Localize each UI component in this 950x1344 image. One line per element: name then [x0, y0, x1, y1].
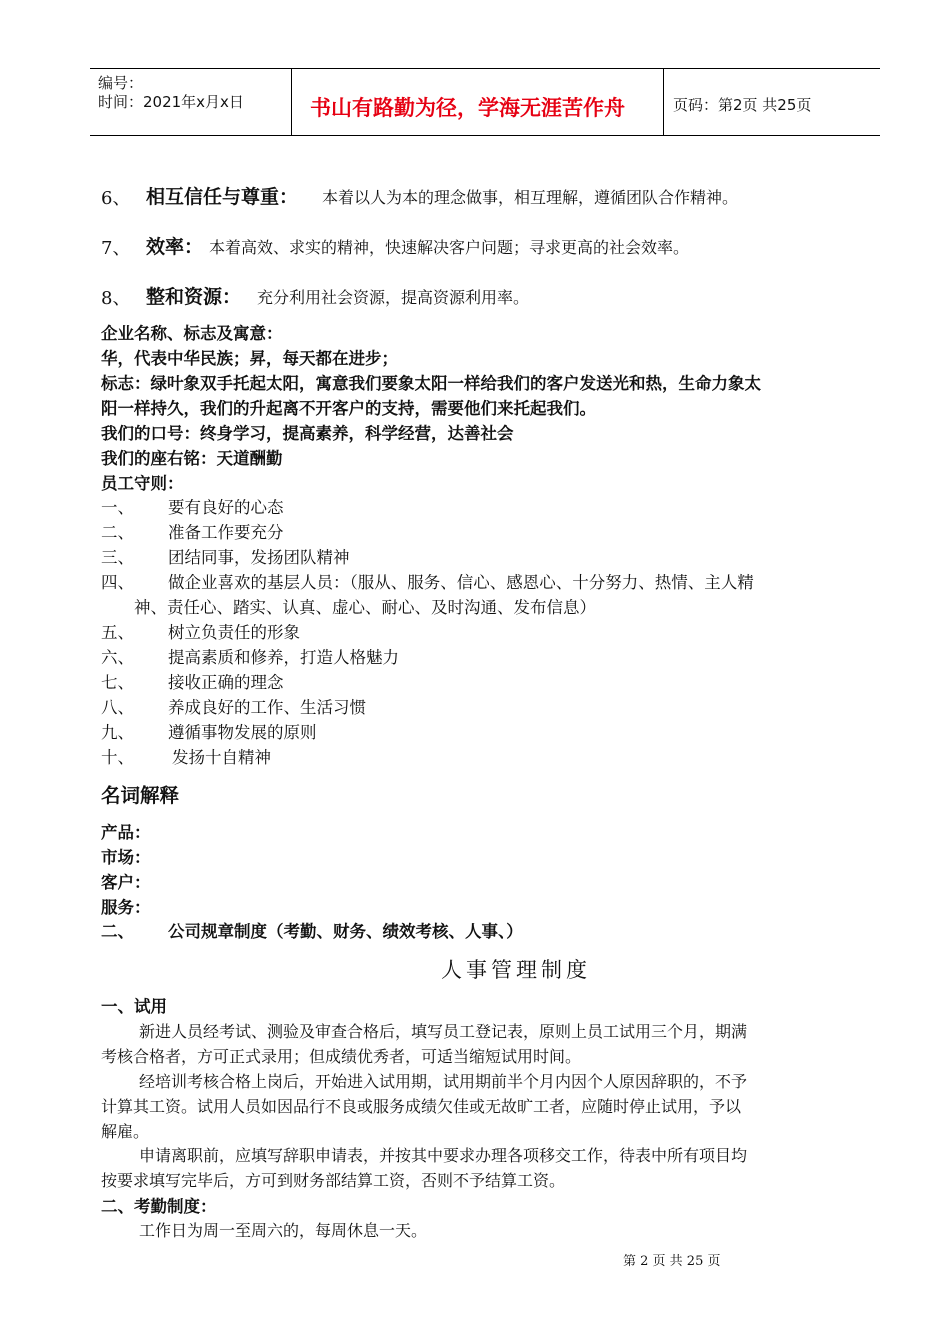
rule-text: 准备工作要充分 [168, 523, 284, 542]
rule-number: 六、 [101, 648, 134, 667]
company-name-meaning: 华，代表中华民族；昇，每天都在进步； [101, 349, 398, 368]
rules-heading: 员工守则： [101, 474, 184, 493]
section-number: 二、 [101, 922, 134, 941]
header-divider-right [663, 68, 664, 135]
value-heading: 效率： [146, 236, 204, 258]
rule-number: 三、 [101, 548, 134, 567]
paragraph-line: 申请离职前，应填写辞职申请表，并按其中要求办理各项移交工作，待表中所有项目均 [139, 1146, 748, 1165]
paragraph-line: 计算其工资。试用人员如因品行不良或服务成绩欠佳或无故旷工者，应随时停止试用，予以 [101, 1097, 742, 1116]
value-text: 本着以人为本的理念做事，相互理解，遵循团队合作精神。 [322, 188, 739, 207]
rule-text: 团结同事，发扬团队精神 [168, 548, 350, 567]
rule-number: 九、 [101, 723, 134, 742]
header-page-number: 页码：第2页 共25页 [673, 96, 812, 114]
rule-number: 七、 [101, 673, 134, 692]
rule-text: 树立负责任的形象 [168, 623, 300, 642]
company-slogan: 我们的口号：终身学习，提高素养，科学经营，达善社会 [101, 424, 514, 443]
glossary-heading: 名词解释 [101, 784, 180, 807]
rule-text-continued: 神、责任心、踏实、认真、虚心、耐心、及时沟通、发布信息） [134, 598, 596, 617]
paragraph-line: 解雇。 [101, 1122, 150, 1141]
rule-text: 做企业喜欢的基层人员：（服从、服务、信心、感恩心、十分努力、热情、主人精 [168, 573, 754, 592]
rule-text: 提高素质和修养，打造人格魅力 [168, 648, 399, 667]
header-divider-left [291, 68, 292, 135]
hr-title: 人事管理制度 [441, 958, 591, 982]
attendance-heading: 二、考勤制度： [101, 1197, 217, 1216]
paragraph-line: 经培训考核合格上岗后，开始进入试用期，试用期前半个月内因个人原因辞职的，不予 [139, 1072, 748, 1091]
paragraph-line: 工作日为周一至周六的，每周休息一天。 [139, 1221, 428, 1240]
glossary-item: 服务： [101, 898, 151, 917]
value-heading: 整和资源： [146, 286, 242, 308]
rule-number: 四、 [101, 573, 134, 592]
header-motto: 书山有路勤为径，学海无涯苦作舟 [310, 96, 625, 120]
rule-text: 接收正确的理念 [168, 673, 284, 692]
value-text: 本着高效、求实的精神，快速解决客户问题；寻求更高的社会效率。 [209, 238, 690, 257]
paragraph-line: 按要求填写完毕后，方可到财务部结算工资，否则不予结算工资。 [101, 1171, 566, 1190]
rule-text: 发扬十自精神 [172, 748, 271, 767]
company-heading: 企业名称、标志及寓意： [101, 324, 283, 343]
header-doc-number: 编号： [98, 74, 144, 92]
header-bottom-rule [90, 135, 880, 136]
page-footer: 第 2 页 共 25 页 [623, 1254, 721, 1269]
rule-number: 一、 [101, 498, 134, 517]
probation-heading: 一、试用 [101, 997, 167, 1016]
glossary-item: 产品： [101, 823, 151, 842]
glossary-item: 市场： [101, 848, 151, 867]
paragraph-line: 新进人员经考试、测验及审查合格后，填写员工登记表，原则上员工试用三个月，期满 [139, 1022, 748, 1041]
value-number: 7、 [101, 238, 131, 259]
rule-text: 遵循事物发展的原则 [168, 723, 317, 742]
rule-number: 二、 [101, 523, 134, 542]
header-time: 时间：2021年x月x日 [98, 93, 244, 111]
value-number: 6、 [101, 188, 131, 209]
rule-number: 五、 [101, 623, 134, 642]
header-top-rule [90, 68, 880, 69]
logo-meaning-line2: 阳一样持久，我们的升起离不开客户的支持，需要他们来托起我们。 [101, 399, 596, 418]
rule-text: 要有良好的心态 [168, 498, 284, 517]
rule-number: 十、 [101, 748, 134, 767]
company-motto: 我们的座右铭：天道酬勤 [101, 449, 283, 468]
section-title: 公司规章制度（考勤、财务、绩效考核、人事、） [168, 922, 523, 941]
value-heading: 相互信任与尊重： [146, 186, 299, 208]
logo-meaning-line1: 标志：绿叶象双手托起太阳，寓意我们要象太阳一样给我们的客户发送光和热，生命力象太 [101, 374, 761, 393]
value-text: 充分利用社会资源，提高资源利用率。 [257, 288, 530, 307]
paragraph-line: 考核合格者，方可正式录用；但成绩优秀者，可适当缩短试用时间。 [101, 1047, 582, 1066]
rule-text: 养成良好的工作、生活习惯 [168, 698, 366, 717]
glossary-item: 客户： [101, 873, 151, 892]
value-number: 8、 [101, 288, 131, 309]
rule-number: 八、 [101, 698, 134, 717]
